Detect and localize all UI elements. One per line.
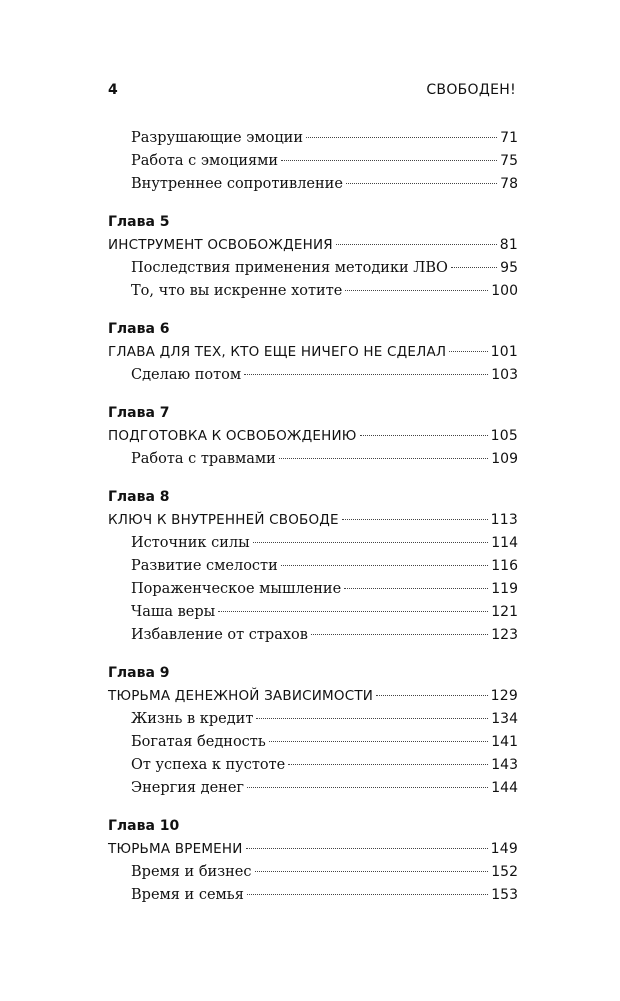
dot-leader: [346, 183, 497, 184]
dot-leader: [342, 519, 488, 520]
toc-entry-page: 116: [491, 558, 518, 574]
toc-entry: [108, 624, 518, 647]
dot-leader: [345, 290, 488, 291]
toc-entry-page: 78: [500, 176, 518, 192]
dot-leader: [306, 137, 497, 138]
toc-entry-title: Внутреннее сопротивление: [131, 176, 343, 192]
dot-leader: [360, 435, 488, 436]
dot-leader: [253, 542, 489, 543]
toc-entry-title: Развитие смелости: [131, 558, 278, 574]
toc-entry-page: 121: [491, 604, 518, 620]
dot-leader: [281, 160, 497, 161]
chapter-title-row: [108, 838, 518, 861]
chapter-label: Глава 6: [108, 321, 170, 337]
toc-entry: [108, 601, 518, 624]
toc-entry: [108, 578, 518, 601]
chapter-page: 129: [490, 688, 518, 704]
chapter-title: ИНСТРУМЕНТ ОСВОБОЖДЕНИЯ: [108, 237, 333, 253]
toc-entry-page: 103: [491, 367, 518, 383]
toc-entry-title: Работа с эмоциями: [131, 153, 279, 169]
toc-entry-page: 143: [491, 757, 518, 773]
toc-entry-title: Последствия применения методики ЛВО: [131, 260, 448, 276]
chapter-page: 81: [499, 237, 518, 253]
running-title: СВОБОДЕН!: [426, 82, 516, 98]
toc-entry: [108, 364, 518, 387]
toc-entry-page: 152: [491, 864, 518, 880]
toc-entry-page: 134: [491, 711, 518, 727]
dot-leader: [247, 894, 488, 895]
dot-leader: [247, 787, 488, 788]
dot-leader: [451, 267, 497, 268]
chapter-title: ПОДГОТОВКА К ОСВОБОЖДЕНИЮ: [108, 428, 357, 444]
toc-entry: [108, 127, 518, 150]
toc-entry-title: Богатая бедность: [131, 734, 266, 750]
toc-entry-title: То, что вы искренне хотите: [131, 283, 343, 299]
chapter-label: Глава 8: [108, 489, 170, 505]
dot-leader: [279, 458, 488, 459]
chapter-title-row: [108, 425, 518, 448]
toc-entry-page: 95: [500, 260, 518, 276]
toc-entry: [108, 754, 518, 777]
toc-entry-page: 100: [491, 283, 518, 299]
chapter-title: ТЮРЬМА ВРЕМЕНИ: [108, 841, 243, 857]
toc-entry-page: 114: [491, 535, 518, 551]
toc-entry-title: Энергия денег: [131, 780, 244, 796]
toc-entry: [108, 731, 518, 754]
dot-leader: [269, 741, 489, 742]
toc-entry-title: Пораженческое мышление: [131, 581, 342, 597]
chapter-label: Глава 10: [108, 818, 180, 834]
toc-entry: [108, 861, 518, 884]
toc-entry: [108, 257, 518, 280]
toc-entry-page: 119: [491, 581, 518, 597]
toc-entry: [108, 173, 518, 196]
dot-leader: [311, 634, 488, 635]
toc-entry-page: 141: [491, 734, 518, 750]
chapter-label: Глава 5: [108, 214, 170, 230]
chapter-title: КЛЮЧ К ВНУТРЕННЕЙ СВОБОДЕ: [108, 512, 339, 528]
chapter-page: 101: [490, 344, 518, 360]
dot-leader: [336, 244, 497, 245]
toc-entry-title: Разрушающие эмоции: [131, 130, 303, 146]
chapter-page: 105: [490, 428, 518, 444]
toc-entry-title: Работа с травмами: [131, 451, 276, 467]
chapter-title-row: [108, 685, 518, 708]
toc-entry: [108, 532, 518, 555]
toc-entry: [108, 555, 518, 578]
toc-entry-page: 75: [500, 153, 518, 169]
toc-entry: [108, 884, 518, 907]
toc-entry: [108, 150, 518, 173]
toc-entry-title: Сделаю потом: [131, 367, 242, 383]
toc-entry-page: 71: [500, 130, 518, 146]
toc-entry: [108, 777, 518, 800]
chapter-page: 149: [490, 841, 518, 857]
dot-leader: [256, 718, 488, 719]
dot-leader: [246, 848, 488, 849]
toc-entry-title: Время и семья: [131, 887, 244, 903]
toc-entry: [108, 280, 518, 303]
toc-entry: [108, 448, 518, 471]
chapter-label: Глава 9: [108, 665, 170, 681]
toc-entry-page: 109: [491, 451, 518, 467]
toc-entry: [108, 708, 518, 731]
page-header: [108, 82, 516, 104]
chapter-title-row: [108, 234, 518, 257]
page-number: 4: [108, 82, 118, 98]
table-of-contents: [108, 127, 518, 907]
toc-entry-title: Жизнь в кредит: [131, 711, 254, 727]
dot-leader: [288, 764, 488, 765]
dot-leader: [376, 695, 488, 696]
toc-entry-page: 123: [491, 627, 518, 643]
toc-entry-page: 144: [491, 780, 518, 796]
chapter-title-row: [108, 509, 518, 532]
dot-leader: [344, 588, 488, 589]
dot-leader: [218, 611, 488, 612]
toc-entry-title: Время и бизнес: [131, 864, 252, 880]
dot-leader: [255, 871, 489, 872]
dot-leader: [244, 374, 488, 375]
dot-leader: [449, 351, 487, 352]
chapter-page: 113: [490, 512, 518, 528]
chapter-title-row: [108, 341, 518, 364]
toc-entry-page: 153: [491, 887, 518, 903]
toc-entry-title: От успеха к пустоте: [131, 757, 286, 773]
toc-entry-title: Чаша веры: [131, 604, 216, 620]
dot-leader: [281, 565, 489, 566]
chapter-title: ГЛАВА ДЛЯ ТЕХ, КТО ЕЩЕ НИЧЕГО НЕ СДЕЛАЛ: [108, 344, 447, 360]
chapter-label: Глава 7: [108, 405, 170, 421]
chapter-title: ТЮРЬМА ДЕНЕЖНОЙ ЗАВИСИМОСТИ: [108, 688, 374, 704]
toc-entry-title: Источник силы: [131, 535, 250, 551]
toc-entry-title: Избавление от страхов: [131, 627, 308, 643]
